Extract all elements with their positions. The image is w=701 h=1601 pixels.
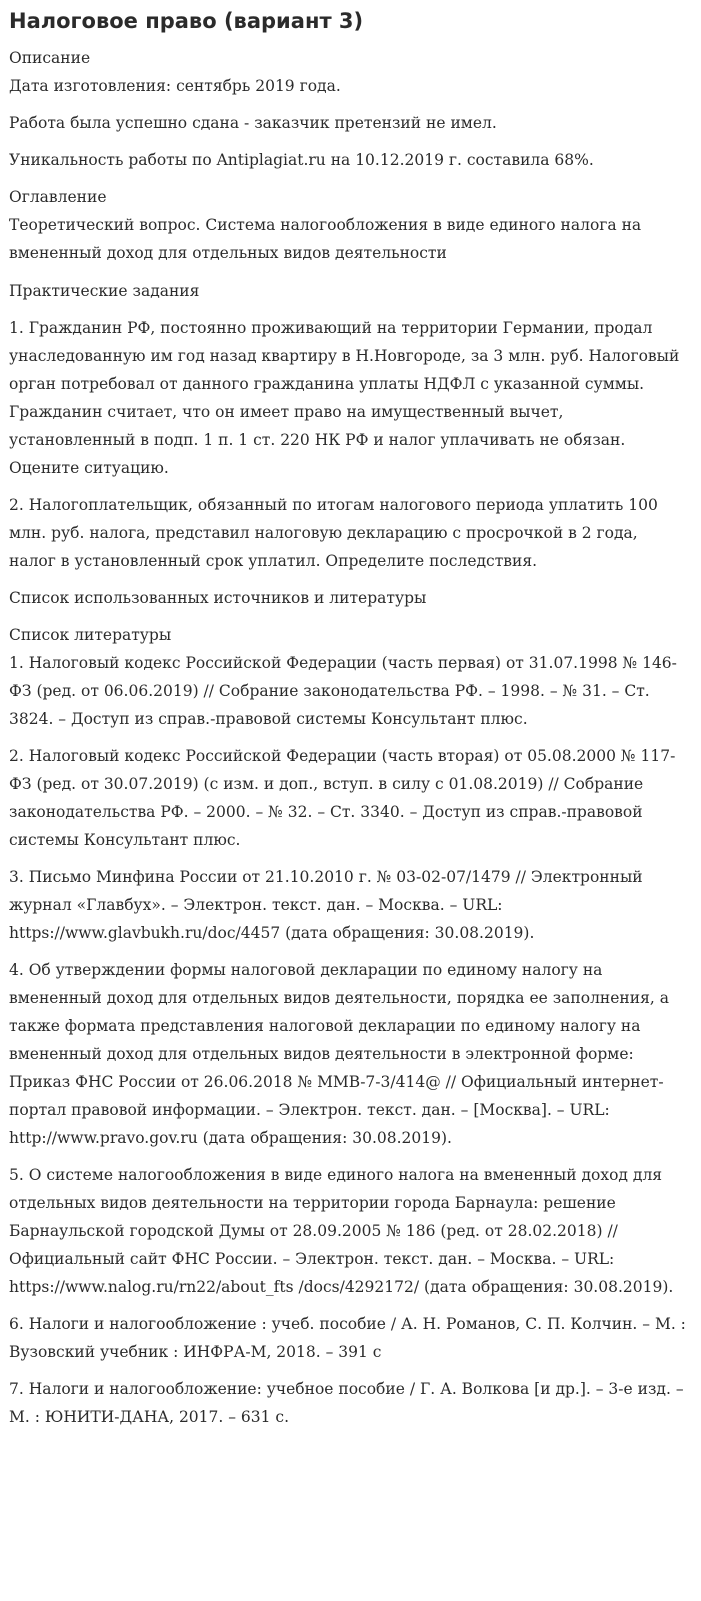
production-date: Дата изготовления: сентябрь 2019 года. (9, 77, 341, 95)
toc-heading: Оглавление (9, 188, 107, 206)
literature-item: 7. Налоги и налогообложение: учебное пособие / Г. А. Волкова [и др.]. – 3-е изд. – М. : ЮНИТИ-ДАНА, 2017. – 631 с. (9, 1380, 684, 1426)
literature-item: 5. О системе налогообложения в виде единого налога на вмененный доход для отдельных видов деятельности на территории города Барнаула: решение Барнаульской городской Думы от 28.09.2005 № 186 (ред. от 28.02.2018) // Официальный сайт ФНС России. – Электрон. текст. дан. – Москва. – URL: https://www.nalog.ru/rn22/about_fts /docs/4292172/ (дата обращения: 30.08.2019). (9, 1166, 674, 1296)
literature-item: 6. Налоги и налогообложение : учеб. пособие / А. Н. Романов, С. П. Колчин. – М. : Вузовский учебник : ИНФРА-М, 2018. – 391 с (9, 1315, 686, 1361)
practice-task: 1. Гражданин РФ, постоянно проживающий на территории Германии, продал унаследованную им год назад квартиру в Н.Новгороде, за 3 млн. руб. Налоговый орган потребовал от данного гражданина уплаты НДФЛ с указанной суммы. Гражданин считает, что он имеет право на имущественный вычет, установленный в подп. 1 п. 1 ст. 220 НК РФ и налог уплачивать не обязан. Оцените ситуацию. (9, 319, 680, 477)
page-title: Налоговое право (вариант 3) (9, 9, 364, 33)
literature-section (9, 621, 689, 1431)
sources-title: Список использованных источников и литературы (9, 589, 427, 607)
toc-section (9, 183, 689, 267)
submission-status: Работа была успешно сдана - заказчик претензий не имел. (9, 114, 497, 132)
practice-section (9, 277, 689, 575)
literature-heading: Список литературы (9, 626, 172, 644)
literature-item: 1. Налоговый кодекс Российской Федерации (часть первая) от 31.07.1998 № 146-ФЗ (ред. от 06.06.2019) // Собрание законодательства РФ. – 1998. – № 31. – Ст. 3824. – Доступ из справ.-правовой системы Консультант плюс. (9, 654, 677, 728)
literature-item: 4. Об утверждении формы налоговой декларации по единому налогу на вмененный доход для отдельных видов деятельности, порядка ее заполнения, а также формата представления налоговой декларации по единому налогу на вмененный доход для отдельных видов деятельности в электронной форме: Приказ ФНС России от 26.06.2018 № ММВ-7-3/414@ // Официальный интернет-портал правовой информации. – Электрон. текст. дан. – [Москва]. – URL: http://www.pravo.gov.ru (дата обращения: 30.08.2019). (9, 961, 669, 1147)
literature-item: 2. Налоговый кодекс Российской Федерации (часть вторая) от 05.08.2000 № 117-ФЗ (ред. от 30.07.2019) (с изм. и доп., вступ. в силу с 01.08.2019) // Собрание законодательства РФ. – 2000. – № 32. – Ст. 3340. – Доступ из справ.-правовой системы Консультант плюс. (9, 747, 676, 849)
literature-item: 3. Письмо Минфина России от 21.10.2010 г. № 03-02-07/1479 // Электронный журнал «Главбух». – Электрон. текст. дан. – Москва. – URL: https://www.glavbukh.ru/doc/4457 (дата обращения: 30.08.2019). (9, 868, 643, 942)
description-section (9, 44, 689, 174)
description-heading: Описание (9, 49, 91, 67)
uniqueness-info: Уникальность работы по Antiplagiat.ru на 10.12.2019 г. составила 68%. (9, 151, 594, 169)
sources-title-section (9, 584, 689, 612)
theory-question: Теоретический вопрос. Система налогообложения в виде единого налога на вмененный доход для отдельных видов деятельности (9, 216, 642, 262)
practice-heading: Практические задания (9, 282, 200, 300)
practice-task: 2. Налогоплательщик, обязанный по итогам налогового периода уплатить 100 млн. руб. налога, представил налоговую декларацию с просрочкой в 2 года, налог в установленный срок уплатил. Определите последствия. (9, 496, 658, 570)
